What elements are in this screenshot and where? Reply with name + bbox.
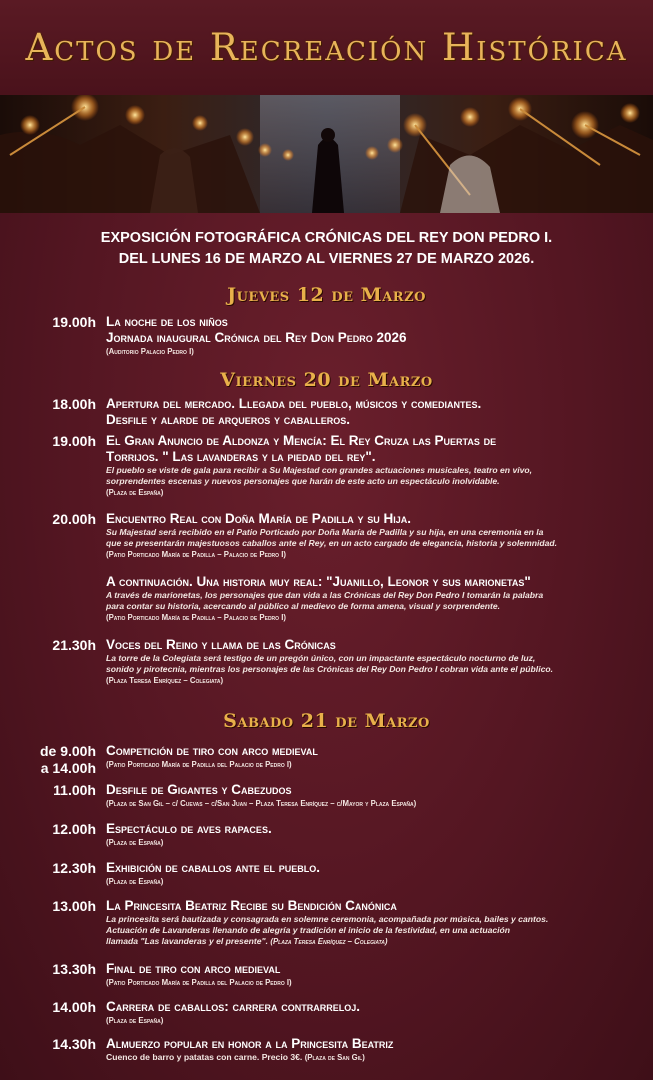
- event-title-line: Desfile de Gigantes y Cabezudos: [106, 782, 292, 797]
- event-place: (Plaza de San Gil): [304, 1053, 365, 1062]
- event-time: 14.00h: [52, 999, 96, 1015]
- event-place: (Patio Porticado María de Padilla del Palacio de Pedro I): [106, 760, 292, 769]
- event-time-end: a 14.00h: [40, 760, 96, 776]
- day-heading-jueves: Jueves 12 de Marzo: [227, 284, 426, 306]
- event-title-line: Carrera de caballos: carrera contrarreloj.: [106, 999, 360, 1014]
- event-description-line: para contar su historia, acercando al público al medievo de forma amena, visual y sorprendente.: [106, 601, 501, 611]
- event-time: 14.30h: [52, 1036, 96, 1052]
- event-description-line: La torre de la Colegiata será testigo de un pregón único, con un impactante espectáculo nocturno de luz,: [106, 653, 536, 663]
- event-description-text: Cuenco de barro y patatas con carne. Precio 3€.: [106, 1052, 303, 1062]
- event-description-line: que se presentarán majestuosos caballos ante el Rey, en un acto cargado de elegancia, historia y solemnidad.: [106, 538, 558, 548]
- event-title-line: El Gran Anuncio de Aldonza y Mencía: El Rey Cruza las Puertas de: [106, 433, 497, 448]
- procession-illustration: [0, 95, 653, 213]
- poster-title: Actos de Recreación Histórica: [25, 26, 628, 69]
- event-place: (Plaza de España): [106, 877, 164, 886]
- event-title-line: Almuerzo popular en honor a la Princesita Beatriz: [106, 1036, 394, 1051]
- event-title-line: Torrijos. " Las lavanderas y la piedad del rey".: [106, 449, 376, 464]
- poster-header: [0, 0, 653, 95]
- event-place: (Patio Porticado María de Padilla – Palacio de Pedro I): [106, 550, 286, 559]
- event-title-line: Exhibición de caballos ante el pueblo.: [106, 860, 321, 875]
- event-title-line: Espectáculo de aves rapaces.: [106, 821, 272, 836]
- event-time: 18.00h: [52, 396, 96, 412]
- event-title-line: Apertura del mercado. Llegada del pueblo, músicos y comediantes.: [106, 396, 482, 411]
- event-description-line: [106, 1052, 646, 1063]
- event-title-line: La noche de los niños: [106, 314, 228, 329]
- event-time: 19.00h: [52, 433, 96, 449]
- event-time: 20.00h: [52, 511, 96, 527]
- event-place: (Plaza de San Gil – c/ Cuevas – c/San Juan – Plaza Teresa Enríquez – c/Mayor y Plaza España): [106, 799, 417, 808]
- event-title-line: Encuentro Real con Doña María de Padilla y su Hija.: [106, 511, 412, 526]
- event-title-line: Desfile y alarde de arqueros y caballeros.: [106, 412, 351, 427]
- event-time: 13.00h: [52, 898, 96, 914]
- event-description-line: A través de marionetas, los personajes que dan vida a las Crónicas del Rey Don Pedro I tomarán la palabra: [106, 590, 544, 600]
- event-time: 12.30h: [52, 860, 96, 876]
- event-title-line: Voces del Reino y llama de las Crónicas: [106, 637, 336, 652]
- event-title-line: Competición de tiro con arco medieval: [106, 743, 318, 758]
- event-title-line: Jornada inaugural Crónica del Rey Don Pedro 2026: [106, 330, 407, 345]
- event-time: 11.00h: [53, 782, 96, 798]
- procession-photo: [0, 95, 653, 213]
- event-time: de 9.00h: [39, 743, 96, 759]
- event-place: (Patio Porticado María de Padilla del Palacio de Pedro I): [106, 978, 292, 987]
- event-title-line: La Princesita Beatriz Recibe su Bendición Canónica: [106, 898, 397, 913]
- event-description-line: Su Majestad será recibido en el Patio Porticado por Doña María de Padilla y su hija, en una ceremonia en la: [106, 527, 544, 537]
- day-heading-sabado: Sabado 21 de Marzo: [223, 710, 430, 732]
- exposition-notice: [0, 228, 653, 270]
- event-description-line: sonido y pirotecnia, mientras los personajes de las Crónicas del Rey Don Pedro I cobran vida ante el público.: [106, 664, 553, 674]
- event-title-line: A continuación. Una historia muy real: "Juanillo, Leonor y sus marionetas": [106, 574, 531, 589]
- event-description-line: El pueblo se viste de gala para recibir a Su Majestad con grandes actuaciones musicales, teatro en vivo,: [106, 465, 533, 475]
- event-place: (Auditorio Palacio Pedro I): [106, 347, 194, 356]
- event-place: (Plaza de España): [106, 488, 164, 497]
- day-heading-viernes: Viernes 20 de Marzo: [220, 369, 433, 391]
- event-description-line: sorprendentes escenas y nuevos personajes que harán de este acto un espectáculo inolvidable.: [106, 476, 500, 486]
- exposition-line-2: DEL LUNES 16 DE MARZO AL VIERNES 27 DE MARZO 2026.: [118, 251, 535, 267]
- event-time: 21.30h: [52, 637, 96, 653]
- event-place: (Plaza Teresa Enríquez – Colegiata): [270, 937, 388, 946]
- event-description-line: [106, 936, 646, 947]
- event-place: (Plaza Teresa Enríquez – Colegiata): [106, 676, 224, 685]
- event-time: 19.00h: [52, 314, 96, 330]
- event-place: (Plaza de España): [106, 838, 164, 847]
- event-title-line: Final de tiro con arco medieval: [106, 961, 281, 976]
- event-time: 12.00h: [52, 821, 96, 837]
- event-description-line: La princesita será bautizada y consagrada en solemne ceremonia, acompañada por música, bailes y cantos.: [106, 914, 549, 924]
- event-description-line: Actuación de Lavanderas llenando de alegría y tradición el inicio de la festividad, en una actuación: [106, 925, 511, 935]
- event-place: (Plaza de España): [106, 1016, 164, 1025]
- event-description-text: llamada "Las lavanderas y el presente".: [106, 936, 268, 946]
- event-place: (Patio Porticado María de Padilla – Palacio de Pedro I): [106, 613, 286, 622]
- exposition-line-1: EXPOSICIÓN FOTOGRÁFICA CRÓNICAS DEL REY DON PEDRO I.: [100, 230, 553, 246]
- event-time: 13.30h: [52, 961, 96, 977]
